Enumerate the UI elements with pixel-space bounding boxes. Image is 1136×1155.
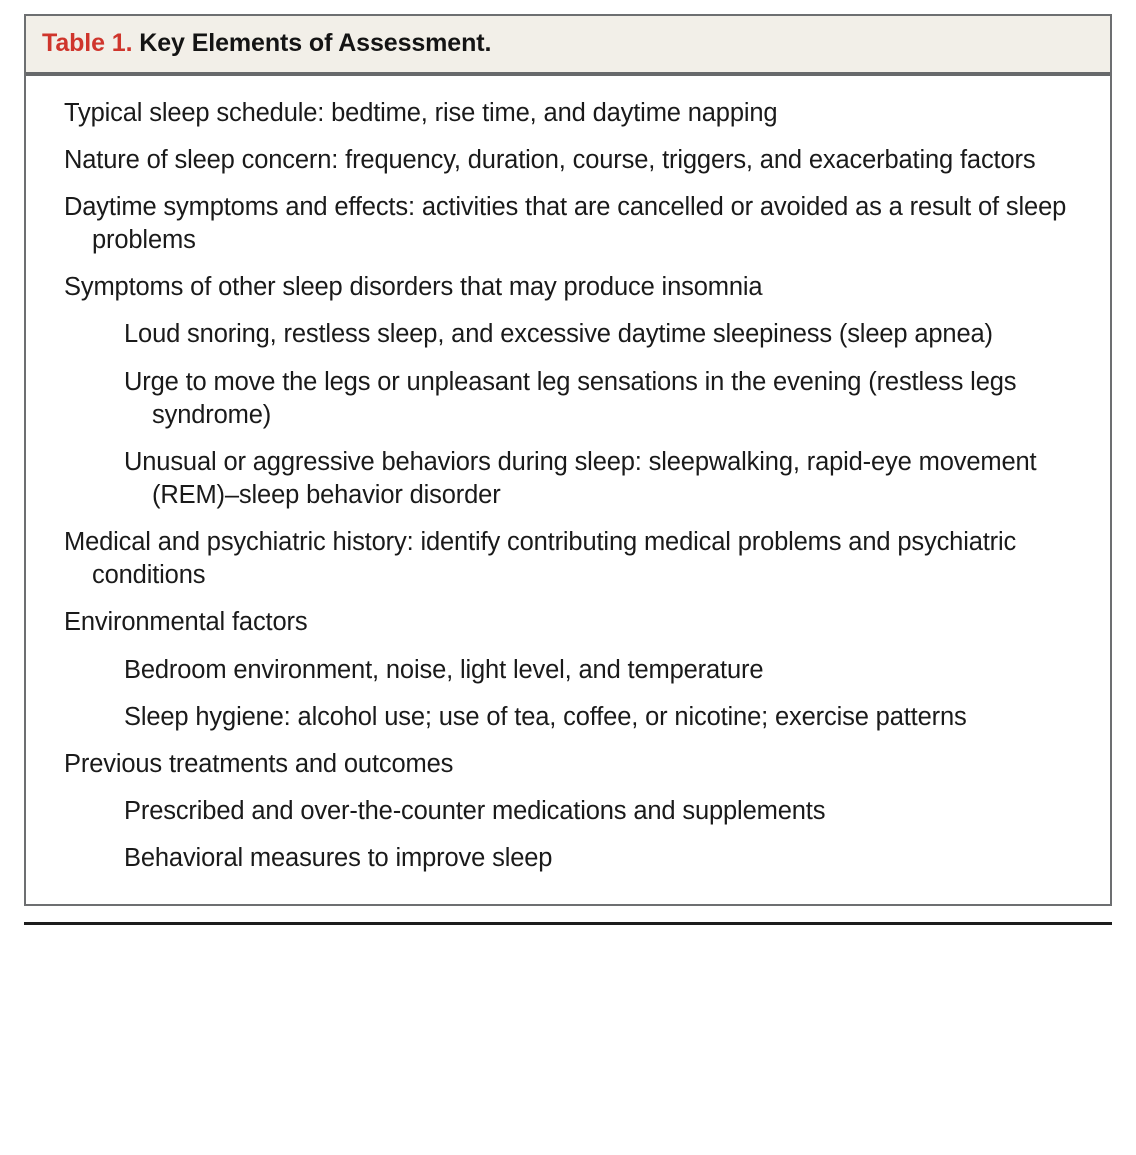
assessment-item: Environmental factors (64, 608, 308, 637)
assessment-item: Medical and psychiatric history: identify contributing medical problems and psychiatric conditions (64, 528, 1017, 590)
assessment-item: Daytime symptoms and effects: activities that are cancelled or avoided as a result of sleep problems (64, 193, 1067, 255)
table-1 (24, 14, 1112, 906)
assessment-item: Nature of sleep concern: frequency, duration, course, triggers, and exacerbating factors (64, 145, 1036, 174)
table-number-label: Table 1. (42, 29, 140, 57)
table-body (26, 76, 1110, 905)
assessment-item: Symptoms of other sleep disorders that may produce insomnia (64, 273, 763, 302)
table-caption (26, 16, 1110, 76)
assessment-subitem: Behavioral measures to improve sleep (124, 844, 553, 873)
assessment-subitem: Unusual or aggressive behaviors during sleep: sleepwalking, rapid-eye movement (REM)–sleep behavior disorder (124, 447, 1037, 510)
assessment-subitem: Loud snoring, restless sleep, and excessive daytime sleepiness (sleep apnea) (124, 320, 993, 349)
assessment-subitem: Urge to move the legs or unpleasant leg sensations in the evening (restless legs syndrome) (124, 367, 1017, 429)
assessment-subitem: Bedroom environment, noise, light level, and temperature (124, 655, 764, 684)
assessment-subitem: Prescribed and over-the-counter medications and supplements (124, 797, 826, 825)
assessment-item: Typical sleep schedule: bedtime, rise time, and daytime napping (64, 98, 778, 127)
section-bottom-rule (24, 922, 1112, 925)
table-title: Key Elements of Assessment. (139, 29, 492, 57)
assessment-subitem: Sleep hygiene: alcohol use; use of tea, coffee, or nicotine; exercise patterns (124, 702, 967, 731)
assessment-item: Previous treatments and outcomes (64, 749, 454, 778)
